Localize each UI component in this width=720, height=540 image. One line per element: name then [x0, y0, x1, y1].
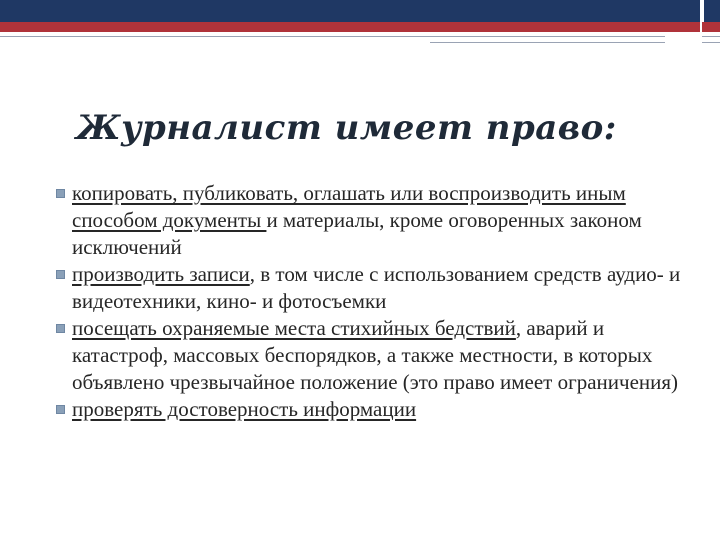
header-navy-bar: [0, 0, 700, 22]
bullet-text: и материалы, кроме оговоренных законом исключений: [72, 208, 642, 259]
bullet-item: [56, 315, 696, 396]
bullet-item: [56, 396, 696, 423]
slide-title: Журналист имеет право:: [76, 108, 617, 148]
header-red-bar: [0, 22, 700, 32]
bullet-underlined-text: посещать охраняемые места стихийных бедствий: [72, 316, 516, 340]
bullet-item: [56, 180, 696, 261]
square-bullet-icon: [56, 324, 65, 333]
header-navy-bar-right: [702, 0, 720, 22]
square-bullet-icon: [56, 270, 65, 279]
bullet-underlined-text: проверять достоверность информации: [72, 397, 417, 421]
square-bullet-icon: [56, 405, 65, 414]
bullet-text: , в том числе с использованием средств аудио- и видеотехники, кино- и фотосъемки: [72, 262, 681, 313]
header-rule: [0, 36, 665, 37]
bullet-text: , аварий и катастроф, массовых беспорядков, а также местности, в которых объявлено чрезвычайное положение (это право имеет ограничения): [72, 316, 679, 394]
header-rule-right-2: [702, 42, 720, 43]
bullet-list: [56, 180, 696, 423]
bullet-item: [56, 261, 696, 315]
bullet-underlined-text: производить записи: [72, 262, 250, 286]
header-rule-short: [430, 42, 665, 43]
bullet-underlined-text: копировать, публиковать, оглашать или воспроизводить иным способом документы: [72, 181, 626, 232]
header-decoration: [0, 0, 720, 24]
header-red-bar-right: [702, 22, 720, 32]
square-bullet-icon: [56, 189, 65, 198]
header-rule-right: [702, 36, 720, 37]
